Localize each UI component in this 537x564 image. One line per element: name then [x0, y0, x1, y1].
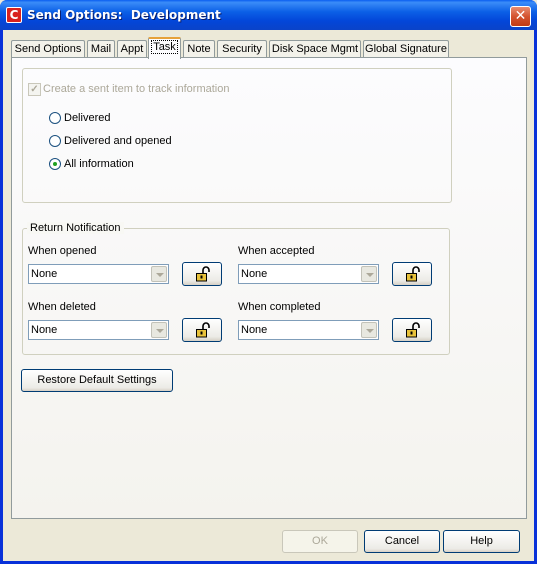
when-deleted-value: None: [31, 324, 58, 336]
when-opened-label: When opened: [28, 245, 97, 257]
chevron-down-icon[interactable]: [361, 322, 377, 338]
radio-delivered[interactable]: [49, 112, 61, 124]
when-completed-lock-button[interactable]: [392, 318, 432, 342]
when-accepted-value: None: [241, 268, 268, 280]
radio-delivered-and-opened[interactable]: [49, 135, 61, 147]
chevron-down-icon[interactable]: [361, 266, 377, 282]
chevron-down-icon[interactable]: [151, 322, 167, 338]
radio-all-information[interactable]: [49, 158, 61, 170]
title-bar[interactable]: [0, 0, 537, 30]
tab-label: Disk Space Mgmt: [271, 43, 359, 55]
lock-open-icon: [195, 266, 211, 282]
when-completed-select[interactable]: [238, 320, 379, 340]
close-button[interactable]: ✕: [510, 6, 531, 27]
tab-mail[interactable]: [87, 40, 115, 58]
cancel-button[interactable]: Cancel: [364, 530, 440, 553]
when-deleted-lock-button[interactable]: [182, 318, 222, 342]
radio-delivered-and-opened-label: Delivered and opened: [64, 135, 172, 147]
when-deleted-select[interactable]: [28, 320, 169, 340]
when-opened-value: None: [31, 268, 58, 280]
when-accepted-select[interactable]: [238, 264, 379, 284]
help-button[interactable]: Help: [443, 530, 520, 553]
tab-note[interactable]: [183, 40, 215, 58]
tab-label: Task: [153, 41, 176, 53]
when-completed-label: When completed: [238, 301, 321, 313]
lock-open-icon: [405, 322, 421, 338]
tab-send-options[interactable]: [11, 40, 85, 58]
tab-global-signature[interactable]: [363, 40, 449, 58]
return-notification-title: Return Notification: [27, 222, 124, 234]
tab-label: Global Signature: [365, 43, 447, 55]
radio-delivered-label: Delivered: [64, 112, 111, 124]
when-opened-select[interactable]: [28, 264, 169, 284]
tab-appt[interactable]: [117, 40, 147, 58]
when-completed-value: None: [241, 324, 268, 336]
radio-all-information-label: All information: [64, 158, 134, 170]
chevron-down-icon[interactable]: [151, 266, 167, 282]
tab-label: Appt: [120, 43, 144, 55]
lock-open-icon: [195, 322, 211, 338]
when-accepted-lock-button[interactable]: [392, 262, 432, 286]
tab-security[interactable]: [217, 40, 267, 58]
tab-task[interactable]: [148, 37, 181, 59]
return-notification-group: [22, 222, 450, 355]
lock-open-icon: [405, 266, 421, 282]
ok-button[interactable]: OK: [282, 530, 358, 553]
restore-default-settings-button[interactable]: Restore Default Settings: [21, 369, 173, 392]
tracking-group: [22, 68, 452, 203]
when-opened-lock-button[interactable]: [182, 262, 222, 286]
app-icon: C: [6, 7, 22, 23]
track-checkbox-label: Create a sent item to track information: [43, 83, 230, 95]
tab-label: Send Options: [14, 43, 82, 55]
when-accepted-label: When accepted: [238, 245, 315, 257]
when-deleted-label: When deleted: [28, 301, 96, 313]
window-title: Send Options: Development: [27, 8, 221, 22]
tab-panel-task: [11, 57, 527, 519]
tab-disk-space-mgmt[interactable]: [269, 40, 361, 58]
tab-label: Security: [222, 43, 262, 55]
tab-label: Note: [187, 43, 211, 55]
track-checkbox[interactable]: ✓: [28, 83, 41, 96]
tab-label: Mail: [90, 43, 112, 55]
